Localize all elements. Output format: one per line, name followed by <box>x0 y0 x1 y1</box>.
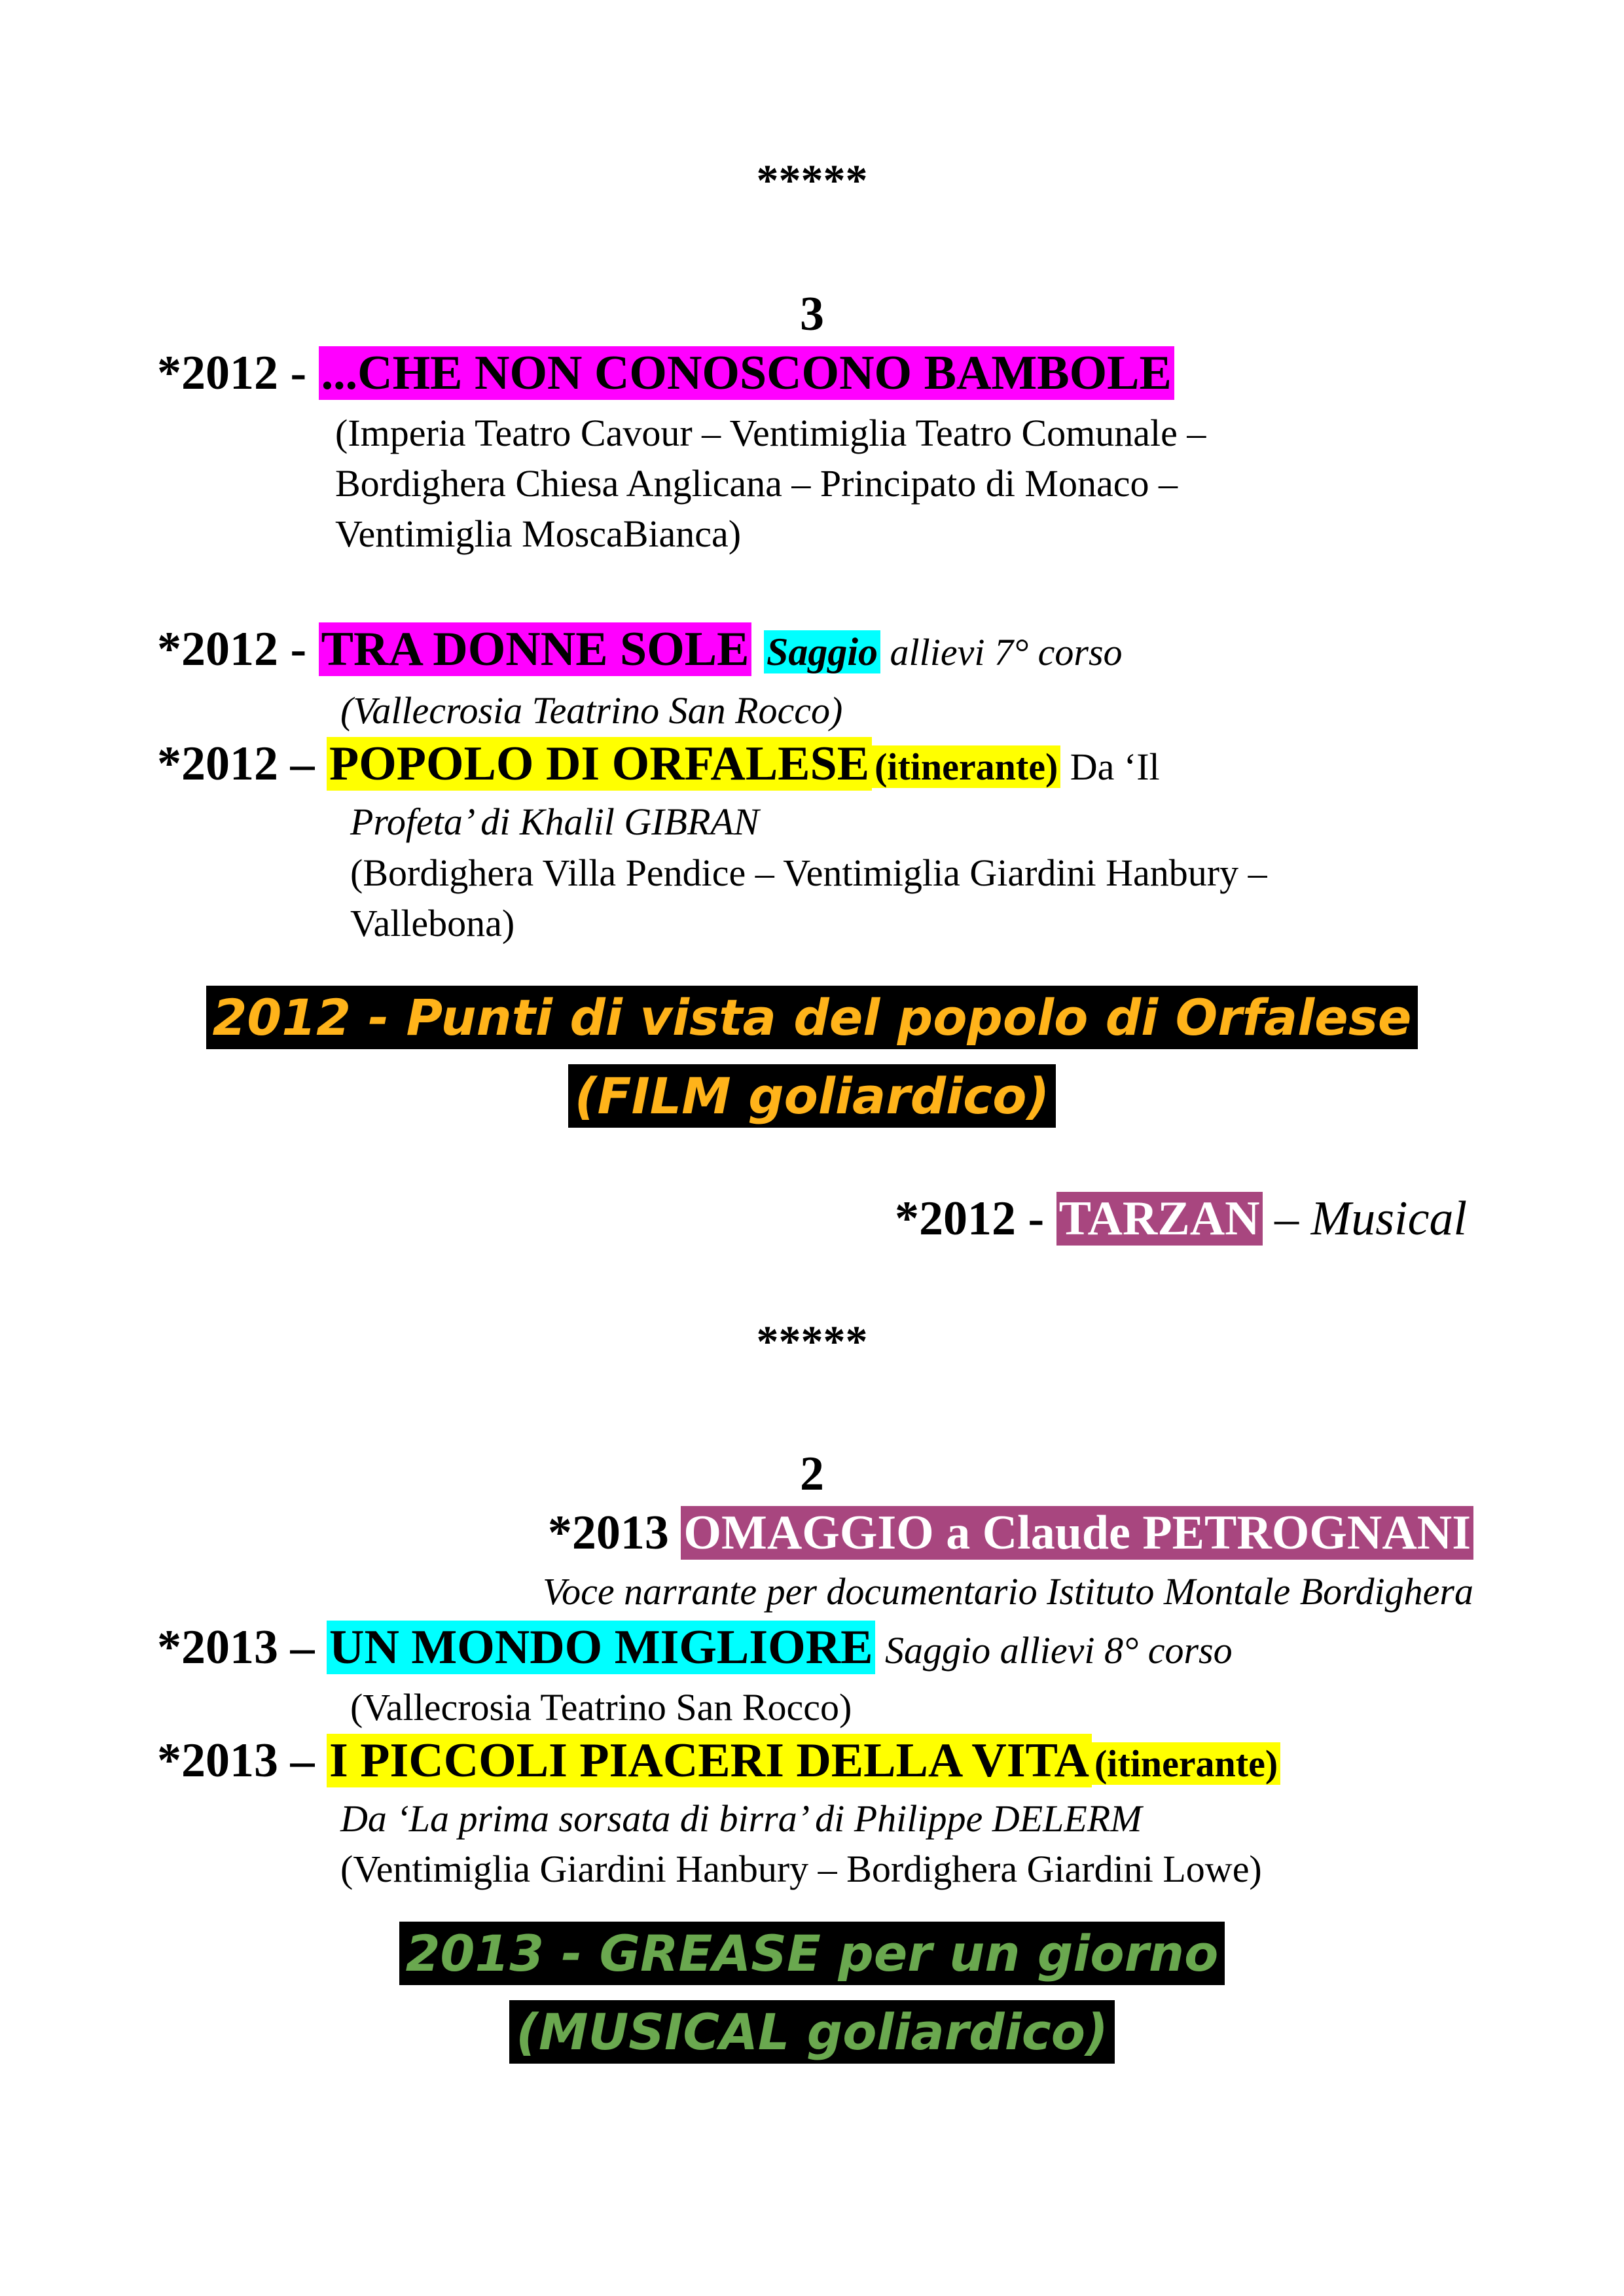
entry-title: ...CHE NON CONOSCONO BAMBOLE <box>319 346 1174 400</box>
entry-note: Saggio allievi 8° corso <box>875 1629 1233 1672</box>
stars-separator-middle: ***** <box>756 1316 868 1366</box>
entry-dash: – <box>1262 1192 1311 1246</box>
entry-note: Da ‘Il <box>1060 745 1160 788</box>
venue-line: Ventimiglia MoscaBianca) <box>335 512 742 555</box>
venue-line: (Vallecrosia Teatrino San Rocco) <box>350 1686 852 1729</box>
entry-title: OMAGGIO a Claude PETROGNANI <box>681 1506 1473 1560</box>
entry-prefix: *2012 - <box>157 622 319 676</box>
entry-prefix: *2013 <box>547 1506 681 1560</box>
venue-line: Vallebona) <box>350 902 515 944</box>
entry-title: TRA DONNE SOLE <box>319 622 752 676</box>
section-count-2012: 3 <box>800 287 824 341</box>
entry-tra-donne-sole <box>157 622 1123 677</box>
entry-i-piccoli-piaceri <box>157 1733 1280 1789</box>
film-banner-2012 <box>0 988 1624 1047</box>
film-line: 2013 - GREASE per un giorno <box>399 1922 1225 1985</box>
itinerante-tag: (itinerante) <box>1092 1742 1280 1785</box>
entry-prefix: *2012 – <box>157 737 327 791</box>
film-banner-2012-sub <box>0 1067 1624 1125</box>
film-banner-2013 <box>0 1924 1624 1982</box>
film-line: 2012 - Punti di vista del popolo di Orfalese <box>206 986 1418 1049</box>
film-line: (FILM goliardico) <box>568 1064 1056 1128</box>
entry-genre: Musical <box>1310 1192 1467 1246</box>
itinerante-tag: (itinerante) <box>872 745 1060 788</box>
entry-prefix: *2012 - <box>157 346 319 400</box>
stars-separator-top: ***** <box>756 155 868 205</box>
film-banner-2013-sub <box>0 2003 1624 2061</box>
venue-line: (Ventimiglia Giardini Hanbury – Bordighera Giardini Lowe) <box>340 1848 1262 1890</box>
entry-title: I PICCOLI PIACERI DELLA VITA <box>327 1734 1092 1787</box>
venue-line: (Imperia Teatro Cavour – Ventimiglia Teatro Comunale – <box>335 412 1206 454</box>
entry-prefix: *2013 – <box>157 1734 327 1787</box>
entry-prefix: *2013 – <box>157 1621 327 1674</box>
venue-line: Bordighera Chiesa Anglicana – Principato di Monaco – <box>335 462 1178 505</box>
saggio-badge: Saggio <box>764 630 880 673</box>
entry-title: POPOLO DI ORFALESE <box>327 737 872 791</box>
entry-note: allievi 7° corso <box>880 631 1123 673</box>
entry-prefix: *2012 - <box>894 1192 1056 1246</box>
entry-popolo-di-orfalese <box>157 736 1160 792</box>
venue-line: (Bordighera Villa Pendice – Ventimiglia Giardini Hanbury – <box>350 852 1267 894</box>
entry-tarzan <box>895 1191 1467 1247</box>
entry-title: UN MONDO MIGLIORE <box>327 1621 875 1674</box>
entry-note-line: Da ‘La prima sorsata di birra’ di Philippe DELERM <box>340 1797 1142 1840</box>
venue-line: (Vallecrosia Teatrino San Rocco) <box>340 689 843 732</box>
entry-un-mondo-migliore <box>157 1620 1233 1676</box>
film-line: (MUSICAL goliardico) <box>509 2000 1115 2064</box>
section-count-2013: 2 <box>800 1447 824 1501</box>
entry-note-line2: Profeta’ di Khalil GIBRAN <box>350 800 759 843</box>
omaggio-note: Voce narrante per documentario Istituto Montale Bordighera <box>543 1570 1473 1613</box>
entry-omaggio-petrognani <box>548 1505 1473 1561</box>
entry-title: TARZAN <box>1056 1192 1263 1246</box>
entry-che-non-conoscono-bambole <box>157 346 1174 401</box>
